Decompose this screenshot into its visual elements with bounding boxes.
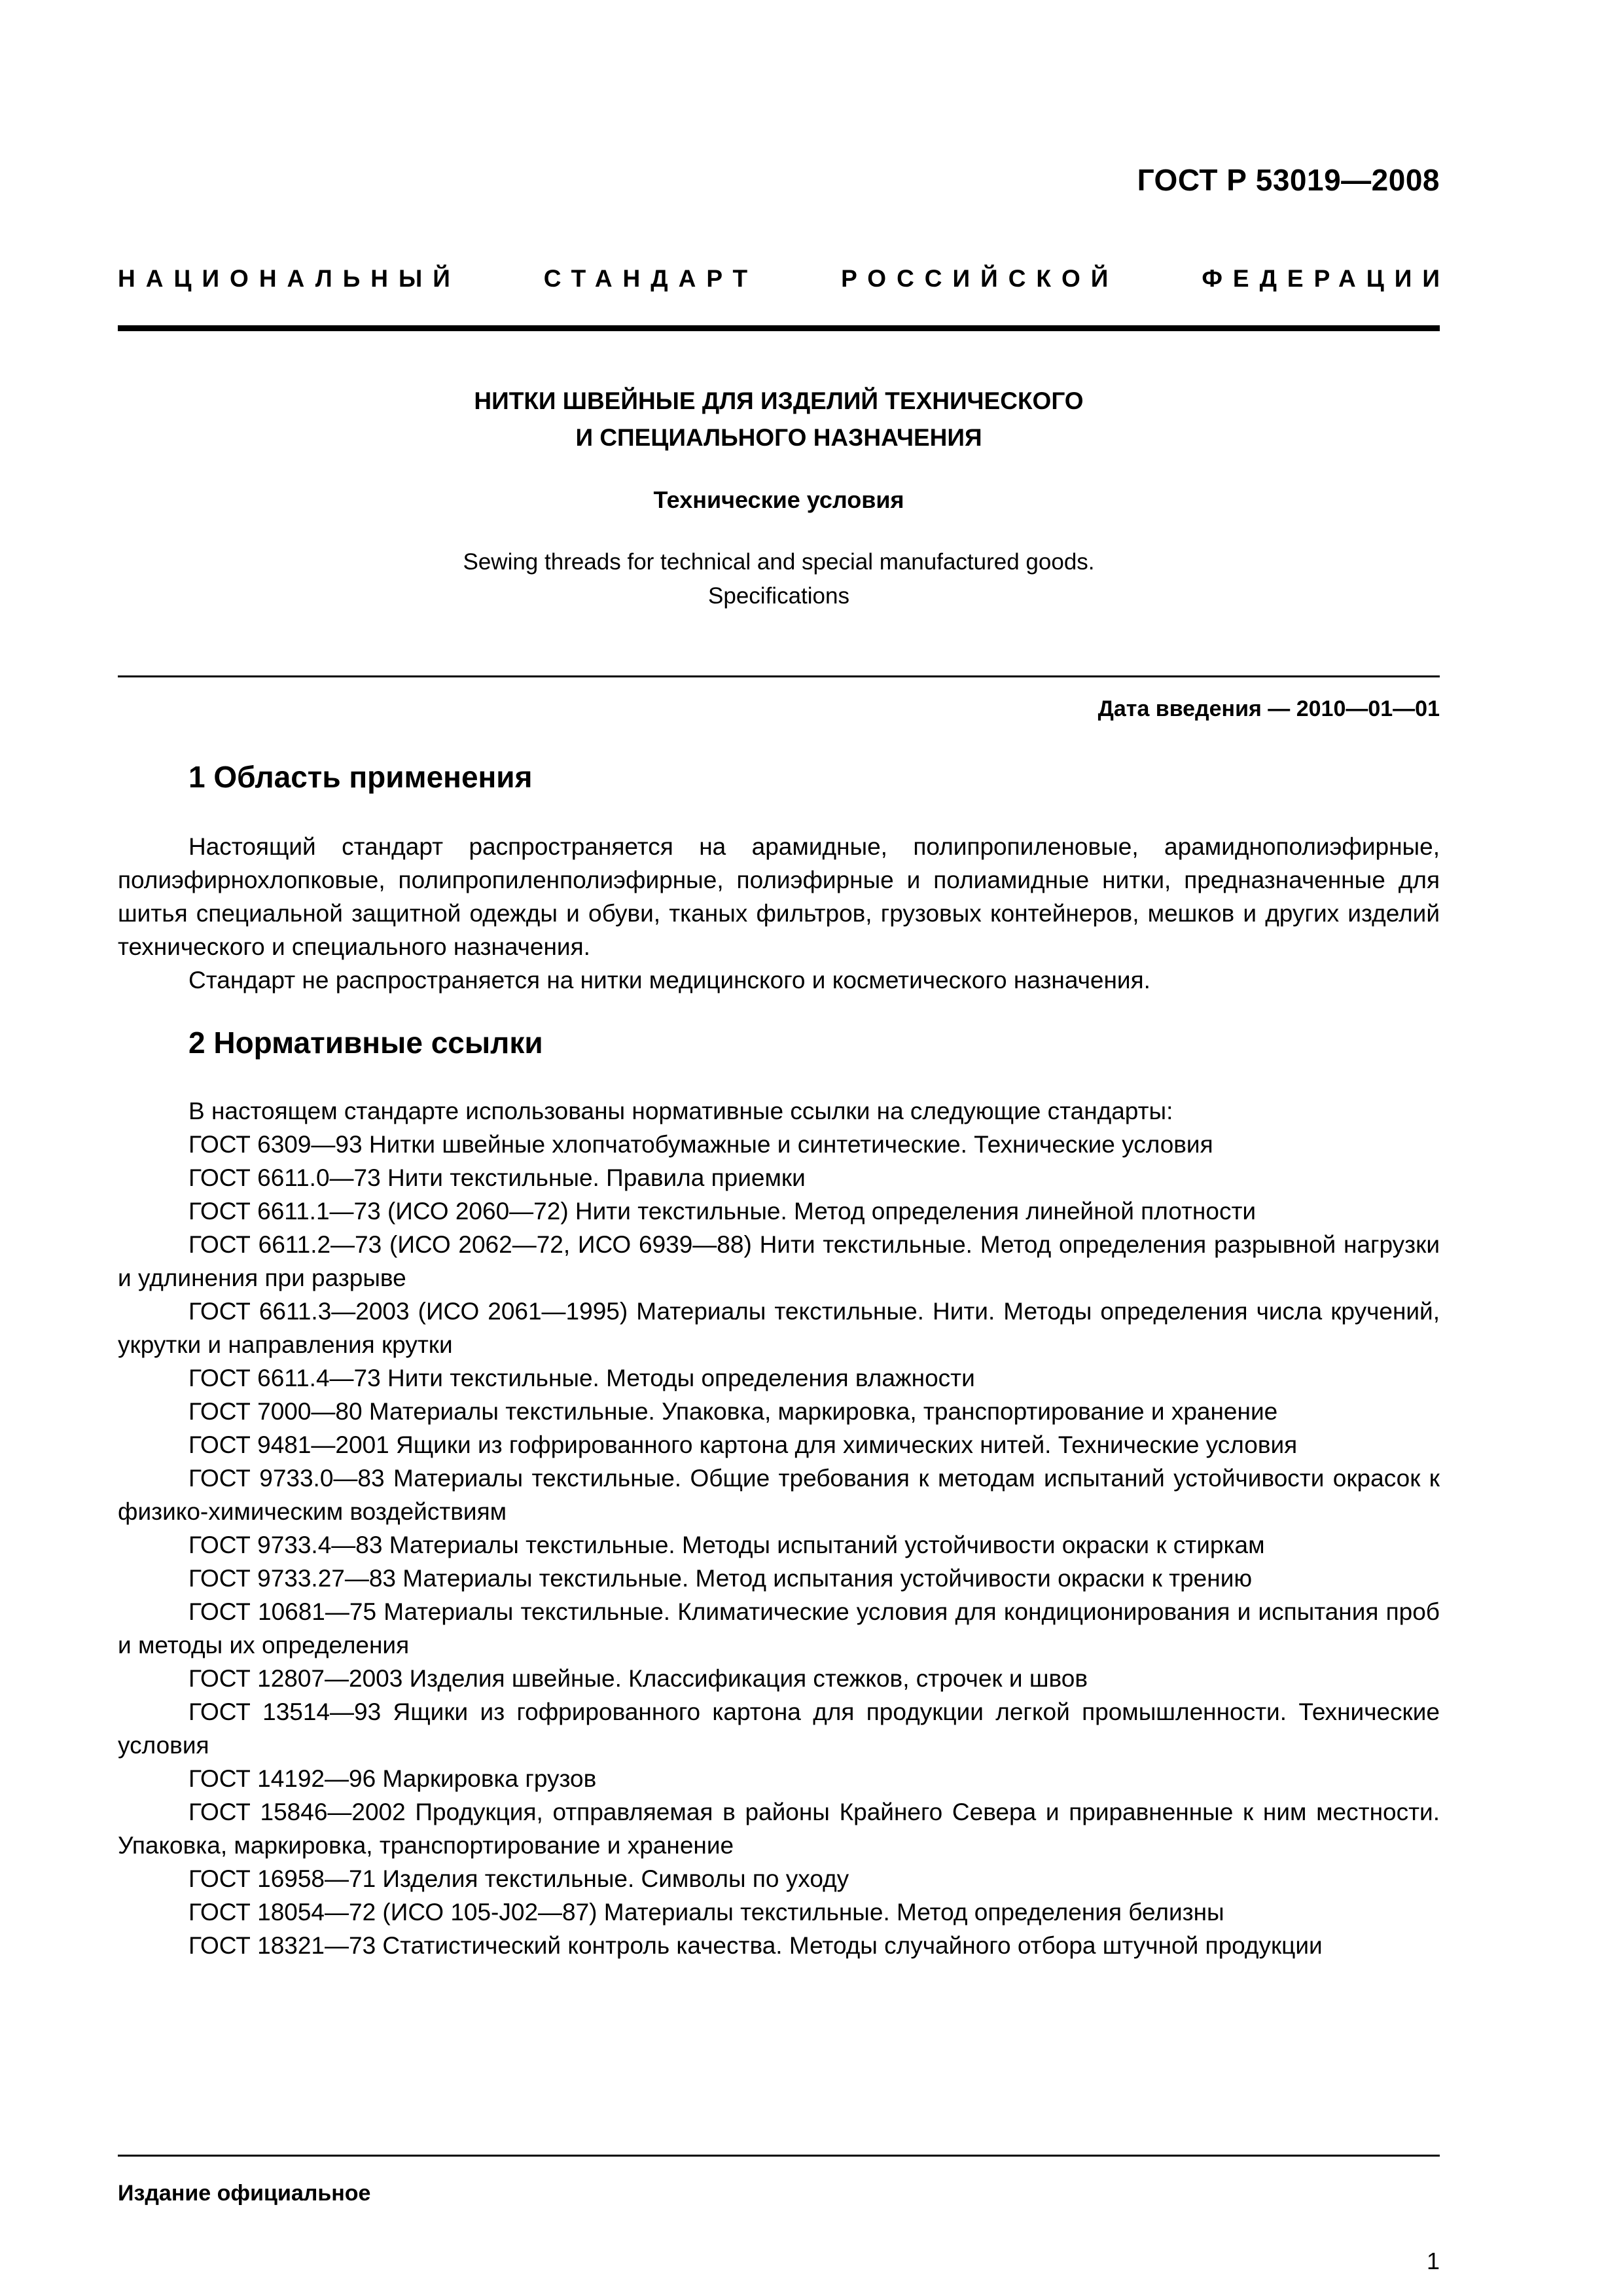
title-block <box>118 383 1440 613</box>
footer-divider <box>118 2155 1440 2157</box>
reference-item: ГОСТ 13514—93 Ящики из гофрированного картона для продукции легкой промышленности. Технические условия <box>118 1698 1440 1759</box>
reference-item: ГОСТ 7000—80 Материалы текстильные. Упаковка, маркировка, транспортирование и хранение <box>188 1398 1278 1425</box>
gost-number: ГОСТ Р 53019—2008 <box>1137 163 1440 197</box>
banner-word: СТАНДАРТ <box>543 265 758 292</box>
section-1-body <box>118 830 1440 997</box>
title-ru-line: И СПЕЦИАЛЬНОГО НАЗНАЧЕНИЯ <box>575 424 982 451</box>
section-2-heading: 2 Нормативные ссылки <box>188 1026 543 1060</box>
reference-item: ГОСТ 18321—73 Статистический контроль качества. Методы случайного отбора штучной продукции <box>188 1932 1323 1959</box>
section-1-heading: 1 Область применения <box>188 760 533 794</box>
subtitle-ru: Технические условия <box>653 486 904 513</box>
reference-item: ГОСТ 18054—72 (ИСО 105-J02—87) Материалы текстильные. Метод определения белизны <box>188 1899 1224 1926</box>
header-divider <box>118 325 1440 331</box>
paragraph: Стандарт не распространяется на нитки медицинского и косметического назначения. <box>188 967 1150 994</box>
reference-item: ГОСТ 6611.3—2003 (ИСО 2061—1995) Материалы текстильные. Нити. Методы определения числа кручений, укрутки и направления крутки <box>118 1298 1440 1358</box>
reference-item: ГОСТ 6611.1—73 (ИСО 2060—72) Нити текстильные. Метод определения линейной плотности <box>188 1198 1257 1225</box>
title-divider <box>118 675 1440 677</box>
title-ru <box>118 383 1440 456</box>
title-en-line: Specifications <box>708 583 849 609</box>
paragraph: В настоящем стандарте использованы нормативные ссылки на следующие стандарты: <box>188 1098 1173 1124</box>
national-standard-banner <box>118 265 1450 293</box>
title-en <box>118 545 1440 613</box>
title-en-line: Sewing threads for technical and special manufactured goods. <box>463 549 1095 575</box>
reference-item: ГОСТ 14192—96 Маркировка грузов <box>188 1765 597 1792</box>
paragraph: Настоящий стандарт распространяется на арамидные, полипропиленовые, арамиднополиэфирные, полиэфирнохлопковые, полипропиленполиэфирные, полиэфирные и полиамидные нитки, предназначенные для шитья специальной защитной одежды и обуви, тканых фильтров, грузовых контейнеров, мешков и других изделий технического и специального назначения. <box>118 833 1440 960</box>
reference-item: ГОСТ 9733.0—83 Материалы текстильные. Общие требования к методам испытаний устойчивости окрасок к физико-химическим воздействиям <box>118 1465 1440 1525</box>
banner-word: ФЕДЕРАЦИИ <box>1202 265 1450 292</box>
banner-word: РОССИЙСКОЙ <box>841 265 1119 292</box>
reference-item: ГОСТ 10681—75 Материалы текстильные. Климатические условия для кондиционирования и испытания проб и методы их определения <box>118 1598 1440 1659</box>
page-number: 1 <box>1426 2248 1440 2274</box>
reference-item: ГОСТ 16958—71 Изделия текстильные. Символы по уходу <box>188 1865 849 1892</box>
title-ru-line: НИТКИ ШВЕЙНЫЕ ДЛЯ ИЗДЕЛИЙ ТЕХНИЧЕСКОГО <box>474 387 1084 414</box>
reference-item: ГОСТ 6611.4—73 Нити текстильные. Методы определения влажности <box>188 1365 975 1391</box>
reference-item: ГОСТ 9733.4—83 Материалы текстильные. Методы испытаний устойчивости окраски к стиркам <box>188 1532 1265 1558</box>
section-2-body <box>118 1094 1440 1962</box>
reference-item: ГОСТ 12807—2003 Изделия швейные. Классификация стежков, строчек и швов <box>188 1665 1088 1692</box>
reference-item: ГОСТ 9481—2001 Ящики из гофрированного картона для химических нитей. Технические условия <box>188 1431 1298 1458</box>
banner-word: НАЦИОНАЛЬНЫЙ <box>118 265 461 292</box>
introduction-date: Дата введения — 2010—01—01 <box>1097 696 1440 721</box>
edition-label: Издание официальное <box>118 2181 371 2206</box>
reference-item: ГОСТ 6611.2—73 (ИСО 2062—72, ИСО 6939—88) Нити текстильные. Метод определения разрывной нагрузки и удлинения при разрыве <box>118 1231 1440 1291</box>
reference-item: ГОСТ 6309—93 Нитки швейные хлопчатобумажные и синтетические. Технические условия <box>188 1131 1213 1158</box>
reference-item: ГОСТ 15846—2002 Продукция, отправляемая в районы Крайнего Севера и приравненные к ним местности. Упаковка, маркировка, транспортирование и хранение <box>118 1799 1440 1859</box>
reference-item: ГОСТ 9733.27—83 Материалы текстильные. Метод испытания устойчивости окраски к трению <box>188 1565 1253 1592</box>
document-page <box>118 0 1450 2296</box>
reference-item: ГОСТ 6611.0—73 Нити текстильные. Правила приемки <box>188 1164 806 1191</box>
